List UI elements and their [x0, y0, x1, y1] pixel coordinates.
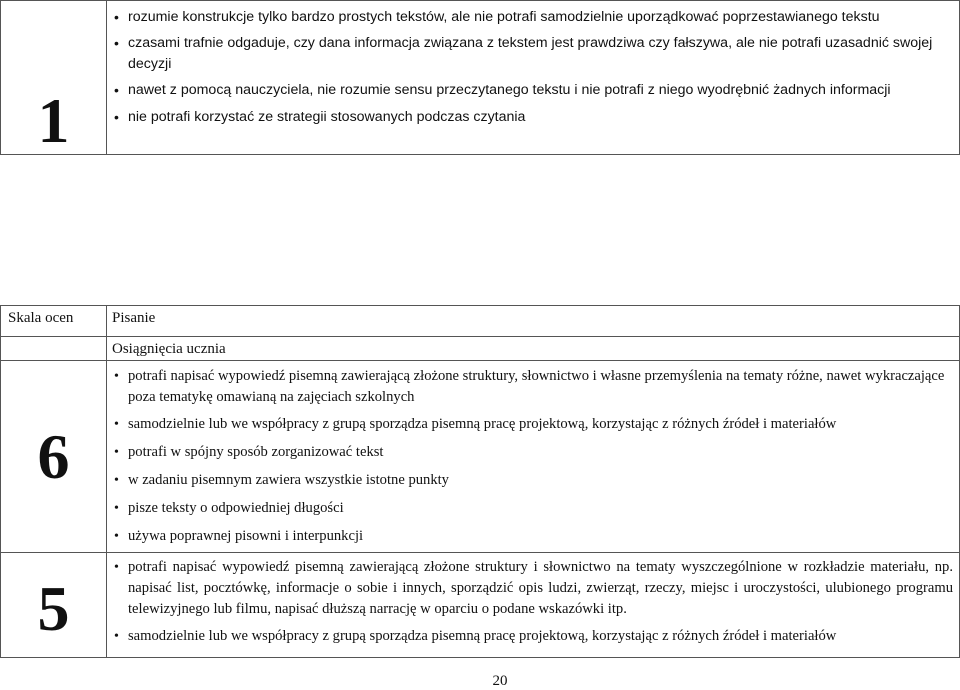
- achievements-row: [0, 336, 960, 361]
- list-item: • rozumie konstrukcje tylko bardzo prostych tekstów, ale nie potrafi samodzielnie uporządkować poprzestawianego tekstu: [112, 7, 947, 28]
- list-item: • samodzielnie lub we współpracy z grupą sporządza pisemną pracę projektową, korzystając z różnych źródeł i materiałów: [112, 626, 953, 647]
- header-row: [0, 305, 960, 337]
- list-item: • używa poprawnej pisowni i interpunkcji: [112, 526, 953, 547]
- subject-label: Pisanie: [112, 310, 156, 326]
- grade-5-row: [0, 552, 960, 658]
- grade-1-row: [0, 0, 960, 155]
- list-item: • potrafi napisać wypowiedź pisemną zawierającą złożone struktury, słownictwo i własne przemyślenia na tematy różne, nawet wykraczające poza tematykę omawianą na zajęciach szkolnych: [112, 366, 953, 408]
- list-item: • nawet z pomocą nauczyciela, nie rozumie sensu przeczytanego tekstu i nie potrafi z niego wyodrębnić żadnych informacji: [112, 80, 947, 101]
- page-number: 20: [492, 673, 508, 689]
- achievements-left-cell: [1, 337, 107, 360]
- list-item: • pisze teksty o odpowiedniej długości: [112, 498, 953, 519]
- grade-1-cell: [1, 1, 107, 154]
- grade-5-criteria: [107, 553, 959, 657]
- list-item: • samodzielnie lub we współpracy z grupą sporządza pisemną pracę projektową, korzystając z różnych źródeł i materiałów: [112, 414, 953, 435]
- grade-1-list: [112, 7, 947, 128]
- grade-1-number: 1: [37, 85, 70, 156]
- achievements-label: Osiągnięcia ucznia: [112, 341, 226, 357]
- grade-5-number: 5: [37, 573, 70, 644]
- achievements-label-cell: [107, 337, 959, 360]
- grade-6-criteria: [107, 361, 959, 552]
- grade-6-row: [0, 360, 960, 553]
- list-item: • czasami trafnie odgaduje, czy dana informacja związana z tekstem jest prawdziwa czy fałszywa, ale nie potrafi uzasadnić swojej decyzji: [112, 33, 947, 75]
- grade-6-cell: [1, 361, 107, 552]
- subject-header-cell: [107, 306, 959, 336]
- grade-6-number: 6: [37, 421, 70, 492]
- grade-1-criteria: [107, 1, 959, 154]
- scale-label: Skala ocen: [8, 310, 74, 326]
- grade-5-list: [112, 557, 953, 647]
- grade-5-cell: [1, 553, 107, 657]
- list-item: • nie potrafi korzystać ze strategii stosowanych podczas czytania: [112, 107, 947, 128]
- scale-header-cell: [1, 306, 107, 336]
- list-item: • w zadaniu pisemnym zawiera wszystkie istotne punkty: [112, 470, 953, 491]
- list-item: • potrafi napisać wypowiedź pisemną zawierającą złożone struktury i słownictwo na tematy wyszczególnione w rozkładzie materiału, np. napisać list, pocztówkę, informacje o sobie i innych, sporządzić opis ludzi, zwierząt, rzeczy, miejsc i uroczystości, ulubionego programu telewizyjnego lub filmu, napisać dłuższą narrację w oparciu o podane wskazówki itp.: [112, 557, 953, 620]
- grade-6-list: [112, 366, 953, 547]
- list-item: • potrafi w spójny sposób zorganizować tekst: [112, 442, 953, 463]
